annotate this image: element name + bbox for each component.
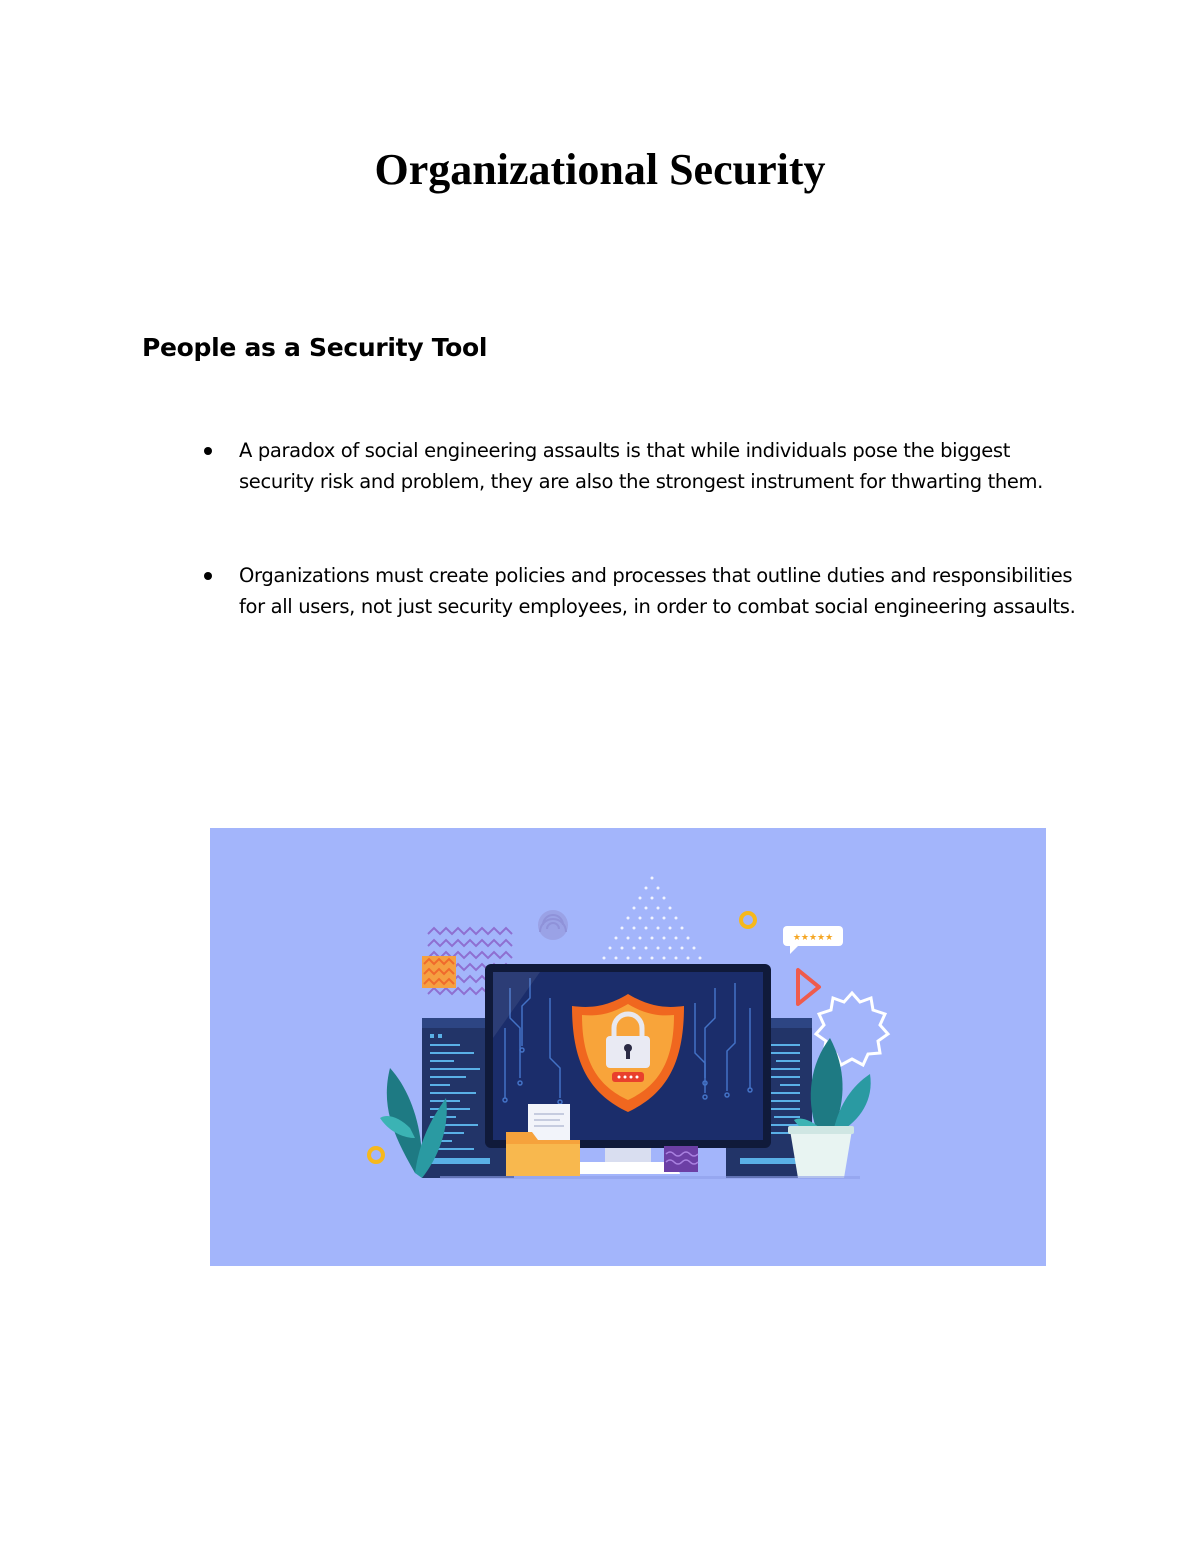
list-item-text: Organizations must create policies and processes that outline duties and responsibilities for all users, not just security employees, in order to combat social engineering assaults. [239,564,1076,618]
page-title: Organizational Security [374,145,826,194]
dot-pattern [603,877,702,960]
bullet-icon [204,447,212,455]
security-illustration [210,828,1046,1266]
play-icon [798,970,819,1004]
list-item [200,560,1080,622]
pattern-square-icon [422,956,456,988]
list-item-text: A paradox of social engineering assaults is that while individuals pose the biggest security risk and problem, they are also the strongest instrument for thwarting them. [239,439,1044,493]
monitor [485,964,771,1148]
list-item [200,435,1080,497]
rating-stars: ★★★★★ [792,933,834,943]
rating-bubble [783,926,843,954]
bullet-icon [204,572,212,580]
wave-pattern [664,1146,698,1172]
password-field [612,1072,644,1082]
section-heading: People as a Security Tool [142,333,488,362]
ring-icon [369,1148,383,1162]
fingerprint-icon [538,910,568,940]
ring-icon [741,913,755,927]
